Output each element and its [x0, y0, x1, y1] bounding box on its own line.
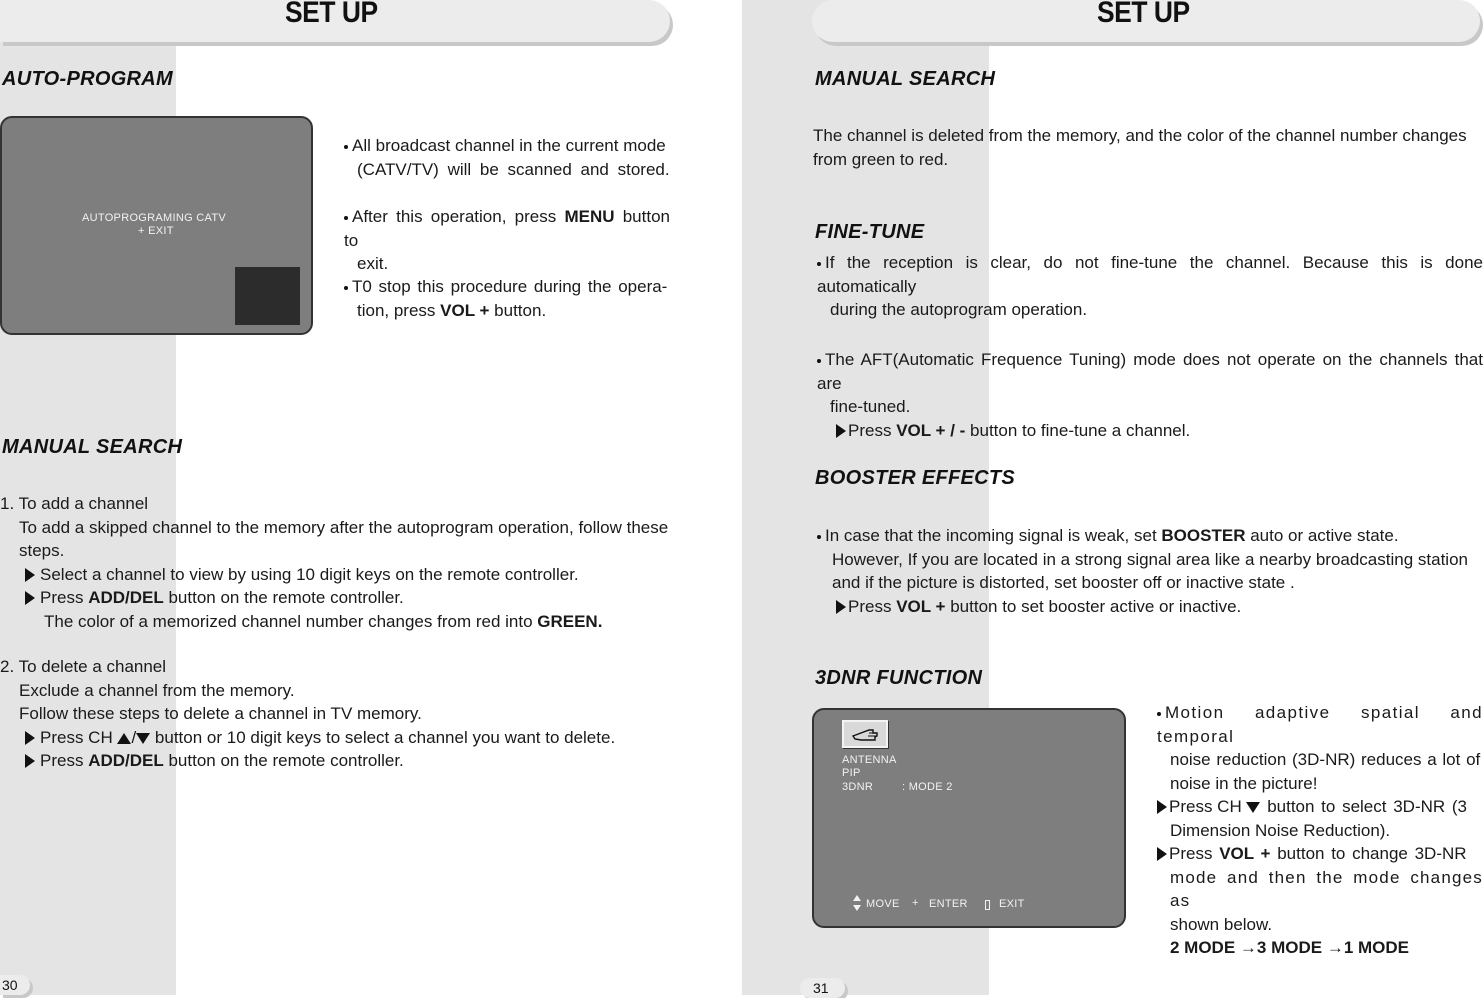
text-line: Dimension Noise Reduction).: [1170, 820, 1391, 840]
dnr-step-2: Press VOL + button to change 3D-NR: [1157, 842, 1483, 866]
arrow-right-icon: [25, 754, 35, 768]
add-channel-desc-1: To add a skipped channel to the memory after the autoprogram operation, follow these: [19, 517, 669, 537]
arrow-icon: →: [1239, 938, 1257, 957]
text-line: The AFT(Automatic Frequence Tuning) mode does not operate on the channels that are: [817, 350, 1483, 393]
text-line: noise in the picture!: [1170, 773, 1318, 793]
footer-move: MOVE: [866, 898, 900, 910]
text-line: from green to red.: [813, 149, 949, 169]
right-page-number: 31: [800, 978, 845, 998]
arrow-right-icon: [25, 591, 35, 605]
autoprogram-screen-line2: + EXIT: [138, 225, 174, 237]
text-line: In case that the incoming signal is weak, set BOOSTER auto or active state.: [817, 524, 1483, 548]
delete-channel-desc-2: Follow these steps to delete a channel in TV memory.: [19, 704, 422, 723]
auto-program-title: AUTO-PROGRAM: [2, 68, 174, 90]
add-note: The color of a memorized channel number changes from red into GREEN.: [44, 611, 603, 631]
ch-down-icon: [136, 733, 150, 744]
fine-tune-title: FINE-TUNE: [815, 221, 925, 243]
bullet-icon: [817, 535, 821, 539]
left-page-number: 30: [0, 975, 30, 995]
fine-tune-press: Press VOL + / - button to fine-tune a channel.: [817, 419, 1483, 443]
bullet-line: All broadcast channel in the current mode: [344, 134, 670, 158]
text-line: fine-tuned.: [830, 397, 911, 416]
menu-item-3dnr-value: : MODE 2: [902, 781, 953, 793]
move-updown-icon: [853, 895, 861, 911]
text-line: Motion adaptive spatial and temporal: [1157, 703, 1483, 746]
bullet-icon: [817, 262, 821, 266]
right-manual-search-text: [813, 124, 1483, 171]
bullet-icon: [344, 216, 348, 220]
left-manual-search-title: MANUAL SEARCH: [2, 436, 183, 458]
add-channel-heading: 1. To add a channel: [0, 494, 149, 513]
delete-step-1: Press CH / button or 10 digit keys to select a channel you want to delete.: [0, 726, 670, 750]
footer-plus: +: [912, 897, 919, 909]
text-line: However, If you are located in a strong signal area like a nearby broadcasting station: [832, 549, 1468, 569]
footer-enter: ENTER: [929, 898, 968, 910]
fine-tune-bullet-2: [817, 348, 1483, 442]
text-line: shown below.: [1170, 914, 1273, 934]
bullet-icon: [344, 145, 348, 149]
hand-pointer-icon: [842, 720, 888, 748]
delete-step-2: Press ADD/DEL button on the remote controller.: [0, 749, 670, 773]
menu-item-antenna: ANTENNA: [842, 754, 897, 766]
bullet-line: tion, press VOL + button.: [357, 300, 547, 320]
booster-bullet: [817, 524, 1483, 618]
bullet-icon: [1157, 712, 1161, 716]
arrow-right-icon: [25, 731, 35, 745]
mode-sequence: 2 MODE →3 MODE →1 MODE: [1170, 938, 1410, 957]
bullet-line: exit.: [357, 254, 389, 273]
text-line: and if the picture is distorted, set booster off or inactive state .: [832, 573, 1295, 592]
dnr-text: [1157, 701, 1483, 960]
menu-item-3dnr: 3DNR: [842, 781, 874, 793]
left-page-title: SET UP: [285, 0, 378, 29]
hand-glyph: [844, 722, 886, 746]
delete-channel-block: [0, 655, 670, 773]
arrow-right-icon: [25, 568, 35, 582]
bullet-line: T0 stop this procedure during the opera-: [344, 275, 670, 299]
arrow-icon: →: [1326, 938, 1344, 957]
delete-channel-heading: 2. To delete a channel: [0, 657, 167, 676]
arrow-right-icon: [836, 424, 846, 438]
add-step-2: Press ADD/DEL button on the remote controller.: [0, 586, 670, 610]
autoprogram-bullet-2: [344, 205, 670, 276]
footer-exit: EXIT: [999, 898, 1025, 910]
text-line: The channel is deleted from the memory, and the color of the channel number changes: [813, 126, 1467, 145]
bullet-line: After this operation, press MENU button to: [344, 207, 670, 250]
dnr-step-1: Press CH button to select 3D-NR (3: [1157, 795, 1483, 819]
add-channel-block: [0, 492, 670, 633]
autoprogram-screen-line1: AUTOPROGRAMING CATV: [82, 212, 227, 224]
text-line: If the reception is clear, do not fine-tune the channel. Because this is done automatically: [817, 253, 1483, 296]
bullet-icon: [344, 286, 348, 290]
text-line: during the autoprogram operation.: [830, 300, 1088, 319]
bullet-line: (CATV/TV) will be scanned and stored.: [357, 159, 670, 179]
arrow-right-icon: [836, 600, 846, 614]
dnr-title: 3DNR FUNCTION: [815, 667, 983, 689]
arrow-right-icon: [1157, 800, 1167, 814]
pip-window: [235, 267, 300, 325]
right-manual-search-title: MANUAL SEARCH: [815, 68, 996, 90]
ch-down-icon: [1246, 802, 1260, 813]
dnr-tv-screen: [812, 708, 1126, 928]
booster-title: BOOSTER EFFECTS: [815, 467, 1016, 489]
delete-channel-desc-1: Exclude a channel from the memory.: [19, 680, 295, 700]
bullet-icon: [817, 359, 821, 363]
autoprogram-tv-screen: [0, 116, 313, 335]
ch-up-icon: [117, 733, 131, 744]
autoprogram-bullet-3: [344, 275, 670, 322]
text-line: mode and then the mode changes as: [1170, 867, 1483, 910]
fine-tune-bullet-1: [817, 251, 1483, 322]
text-line: noise reduction (3D-NR) reduces a lot of: [1170, 750, 1481, 769]
autoprogram-bullet-1: [344, 134, 670, 181]
booster-press: Press VOL + button to set booster active or inactive.: [817, 595, 1483, 619]
add-step-1: Select a channel to view by using 10 digit keys on the remote controller.: [0, 563, 670, 587]
add-channel-desc-2: steps.: [19, 541, 65, 560]
arrow-right-icon: [1157, 847, 1167, 861]
menu-item-pip: PIP: [842, 767, 861, 779]
exit-key-icon: [985, 900, 990, 910]
right-page-title: SET UP: [1097, 0, 1190, 29]
